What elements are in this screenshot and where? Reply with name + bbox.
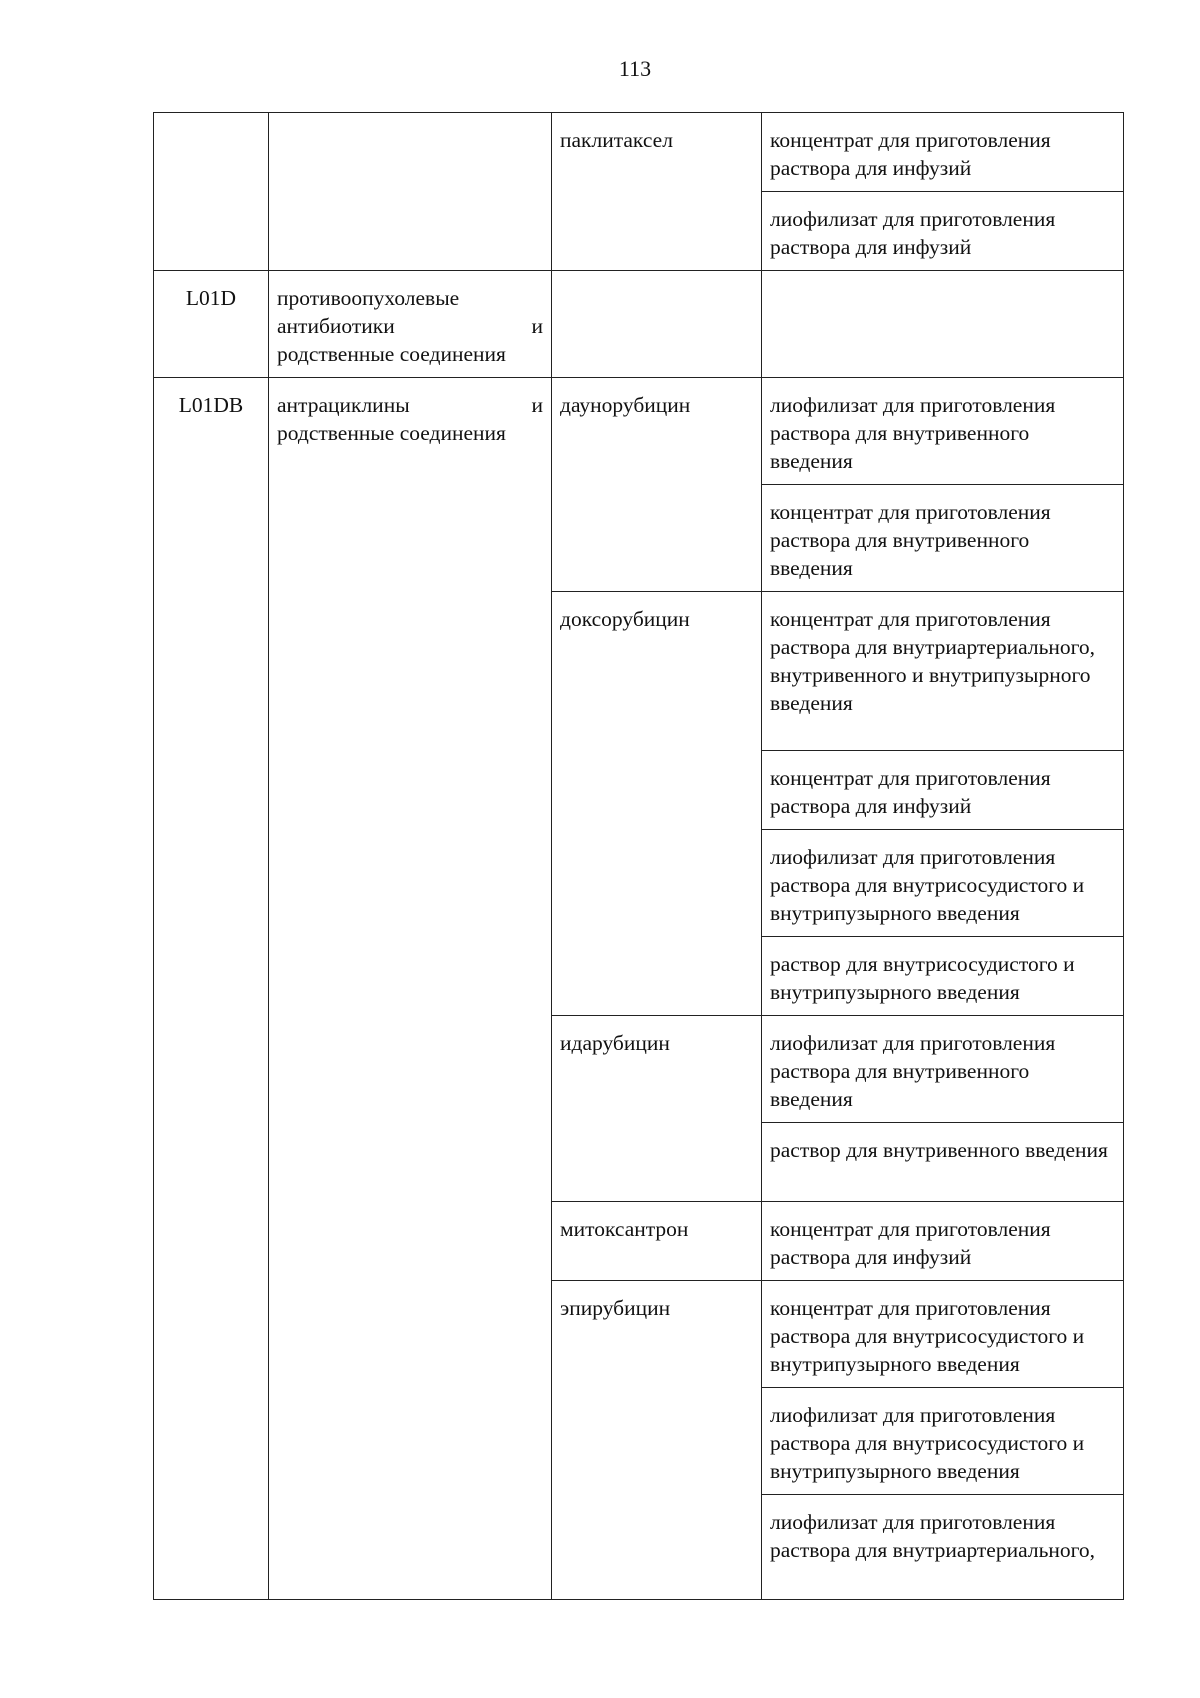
table-row [154,113,1124,192]
drug-name-cell: доксорубицин [552,592,762,1016]
table-row [154,378,1124,485]
dosage-form-cell: раствор для внутривенного введения [762,1123,1124,1202]
page-number: 113 [618,56,652,81]
group-cell [269,271,552,378]
dosage-form-cell [762,271,1124,378]
group-text: родственные соединения [277,342,506,366]
dosage-form-cell: раствор для внутрисосудистого и внутрипузырного введения [762,937,1124,1016]
dosage-form-cell: концентрат для приготовления раствора для инфузий [762,751,1124,830]
group-text: родственные соединения [277,421,506,445]
dosage-form-cell: концентрат для приготовления раствора для внутривенного введения [762,485,1124,592]
drug-name-cell [552,271,762,378]
atc-code-cell: L01DB [154,378,269,1600]
group-cell [269,378,552,1600]
dosage-form-cell: лиофилизат для приготовления раствора для инфузий [762,192,1124,271]
atc-code-cell: L01D [154,271,269,378]
group-text: антибиотики и [277,314,543,338]
drug-name-cell: митоксантрон [552,1202,762,1281]
dosage-form-cell: лиофилизат для приготовления раствора для внутривенного введения [762,378,1124,485]
dosage-form-cell: концентрат для приготовления раствора для инфузий [762,113,1124,192]
drug-name-cell: эпирубицин [552,1281,762,1600]
drug-name-cell: паклитаксел [552,113,762,271]
drug-name-cell: идарубицин [552,1016,762,1202]
group-text: антрациклины и [277,393,543,417]
drug-name-cell: даунорубицин [552,378,762,592]
dosage-form-cell: концентрат для приготовления раствора для инфузий [762,1202,1124,1281]
dosage-form-cell: лиофилизат для приготовления раствора для внутриартериального, [762,1495,1124,1600]
group-text: противоопухолевые [277,286,460,310]
dosage-form-cell: лиофилизат для приготовления раствора для внутривенного введения [762,1016,1124,1123]
dosage-form-cell: концентрат для приготовления раствора для внутрисосудистого и внутрипузырного введения [762,1281,1124,1388]
dosage-form-cell: лиофилизат для приготовления раствора для внутрисосудистого и внутрипузырного введения [762,830,1124,937]
atc-code-cell [154,113,269,271]
dosage-form-cell: концентрат для приготовления раствора для внутриартериального, внутривенного и внутрипузырного введения [762,592,1124,751]
group-cell [269,113,552,271]
medication-table [153,112,1124,1600]
dosage-form-cell: лиофилизат для приготовления раствора для внутрисосудистого и внутрипузырного введения [762,1388,1124,1495]
table-row [154,271,1124,378]
